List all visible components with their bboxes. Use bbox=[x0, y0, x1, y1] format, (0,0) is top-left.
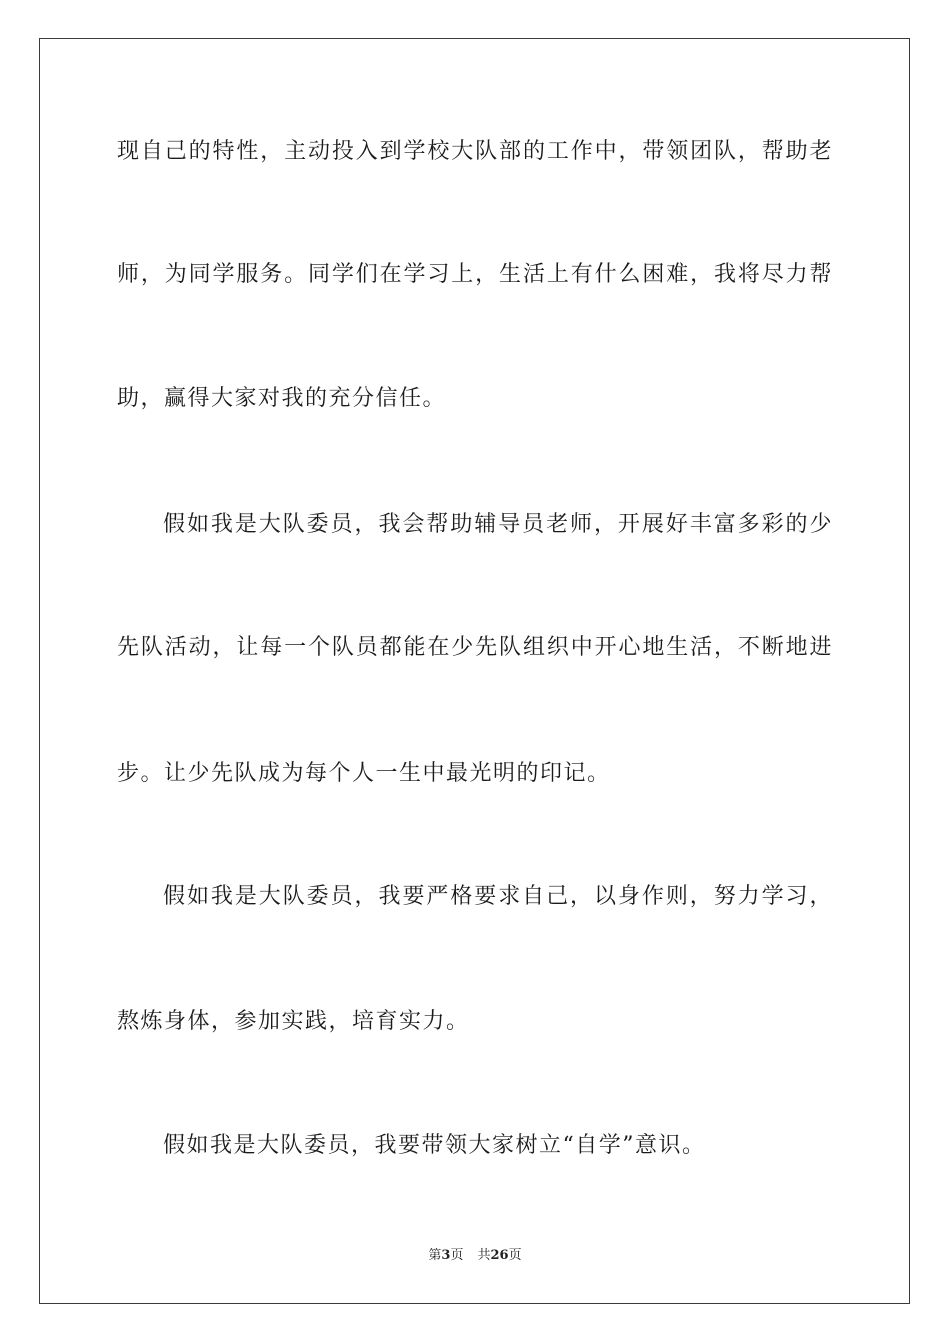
page-suffix: 页 bbox=[450, 1248, 464, 1263]
page-border bbox=[39, 38, 910, 1304]
paragraph-line: 步。让少先队成为每个人一生中最光明的印记。 bbox=[117, 761, 611, 786]
paragraph-line: 熬炼身体，参加实践，培育实力。 bbox=[117, 1009, 470, 1034]
page-prefix: 第 bbox=[428, 1248, 442, 1263]
page-number: 3 bbox=[441, 1248, 451, 1263]
paragraph-line: 师，为同学服务。同学们在学习上，生活上有什么困难，我将尽力帮 bbox=[117, 262, 833, 287]
paragraph-line: 假如我是大队委员，我要带领大家树立“自学”意识。 bbox=[163, 1133, 706, 1158]
paragraph-line: 现自己的特性，主动投入到学校大队部的工作中，带领团队，帮助老 bbox=[117, 139, 833, 164]
total-pages: 26 bbox=[490, 1248, 509, 1263]
total-prefix: 共 bbox=[477, 1248, 491, 1263]
paragraph-line: 先队活动，让每一个队员都能在少先队组织中开心地生活，不断地进 bbox=[117, 635, 833, 660]
total-suffix: 页 bbox=[508, 1248, 522, 1263]
paragraph-line: 助，赢得大家对我的充分信任。 bbox=[117, 386, 447, 411]
paragraph-line: 假如我是大队委员，我要严格要求自己，以身作则，努力学习， bbox=[163, 884, 833, 909]
paragraph-line: 假如我是大队委员，我会帮助辅导员老师，开展好丰富多彩的少 bbox=[163, 512, 833, 537]
page-footer bbox=[0, 1247, 950, 1265]
